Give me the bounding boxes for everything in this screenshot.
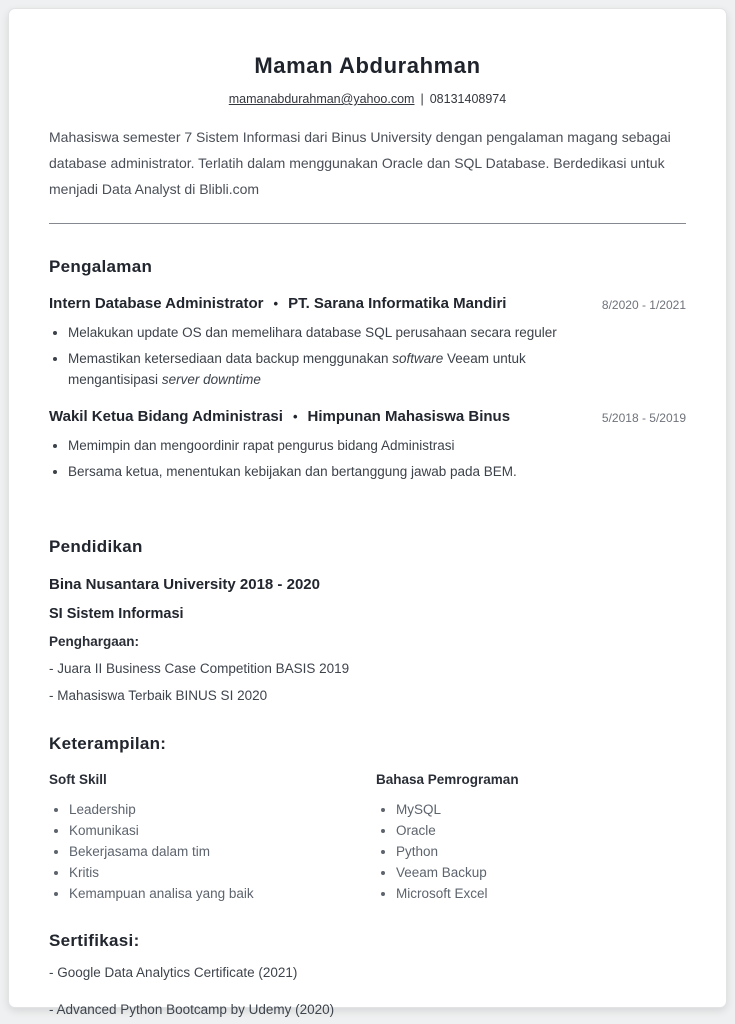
job-bullet: • Melakukan update OS dan memelihara database SQL perusahaan secara reguler (68, 322, 589, 343)
section-experience (49, 257, 686, 482)
phone-number: 08131408974 (429, 92, 507, 106)
section-skills (49, 734, 686, 908)
bullet-italic-text: server downtime (161, 372, 261, 387)
programming-skills-column (376, 772, 686, 908)
job-bullet (68, 348, 589, 390)
job-dates: 5/2018 - 5/2019 (601, 411, 686, 425)
programming-skills-list (376, 803, 686, 901)
skill-item: • Microsoft Excel (396, 887, 686, 901)
education-school: Bina Nusantara University 2018 - 2020 (49, 576, 320, 593)
dot-separator: • (273, 296, 279, 311)
page-title: Maman Abdurahman (254, 53, 481, 78)
awards-label: Penghargaan: (49, 634, 140, 649)
email-link[interactable]: mamanabdurahman@yahoo.com (228, 92, 415, 106)
job-company: PT. Sarana Informatika Mandiri (288, 295, 507, 312)
programming-skills-heading: Bahasa Pemrograman (376, 772, 519, 787)
job-role: Intern Database Administrator (49, 295, 264, 312)
skill-item: • Leadership (69, 803, 376, 817)
dot-separator: • (292, 409, 298, 424)
skills-columns (49, 772, 686, 908)
experience-entry (49, 408, 686, 482)
experience-section-title: Pengalaman (49, 257, 153, 276)
skill-item: • Komunikasi (69, 824, 376, 838)
job-role: Wakil Ketua Bidang Administrasi (49, 408, 283, 425)
education-major: SI Sistem Informasi (49, 606, 184, 622)
skill-item: • Kemampuan analisa yang baik (69, 887, 376, 901)
job-title (49, 408, 510, 425)
job-header (49, 408, 686, 425)
bullet-text: Memastikan ketersediaan data backup menggunakan (68, 351, 393, 366)
skill-item: • Bekerjasama dalam tim (69, 845, 376, 859)
job-title (49, 295, 506, 312)
section-certifications (49, 931, 686, 1017)
skill-item: • Oracle (396, 824, 686, 838)
skill-item: • Kritis (69, 866, 376, 880)
experience-entry (49, 295, 686, 390)
resume-page (8, 8, 727, 1017)
contact-line (49, 92, 686, 106)
award-item: - Mahasiswa Terbaik BINUS SI 2020 (49, 688, 268, 703)
education-section-title: Pendidikan (49, 537, 143, 556)
job-header (49, 295, 686, 312)
job-dates: 8/2020 - 1/2021 (601, 298, 686, 312)
bullet-italic-text: software (392, 351, 444, 366)
job-bullet: • Bersama ketua, menentukan kebijakan dan bertanggung jawab pada BEM. (68, 461, 589, 482)
award-item: - Juara II Business Case Competition BASIS 2019 (49, 661, 350, 676)
job-bullet: • Memimpin dan mengoordinir rapat pengurus bidang Administrasi (68, 435, 589, 456)
job-bullet-list (49, 322, 589, 390)
contact-separator: | (420, 92, 424, 106)
soft-skills-heading: Soft Skill (49, 772, 107, 787)
skill-item: • MySQL (396, 803, 686, 817)
job-bullet-list (49, 435, 589, 482)
skill-item: • Veeam Backup (396, 866, 686, 880)
certification-item: - Google Data Analytics Certificate (2021) (49, 965, 298, 980)
soft-skills-column (49, 772, 376, 908)
bullet-text: Veeam untuk mengantisipasi (68, 351, 526, 387)
divider (49, 223, 686, 224)
certification-item: - Advanced Python Bootcamp by Udemy (2020) (49, 1002, 335, 1017)
profile-summary: Mahasiswa semester 7 Sistem Informasi dari Binus University dengan pengalaman magang sebagai database administrator. Terlatih dalam menggunakan Oracle dan SQL Database. Berdedikasi untuk menjadi Data Analyst di Blibli.com (49, 129, 671, 197)
soft-skills-list (49, 803, 376, 901)
skill-item: • Python (396, 845, 686, 859)
section-education (49, 537, 686, 703)
skills-section-title: Keterampilan: (49, 734, 167, 753)
certifications-section-title: Sertifikasi: (49, 931, 140, 950)
job-company: Himpunan Mahasiswa Binus (307, 408, 511, 425)
